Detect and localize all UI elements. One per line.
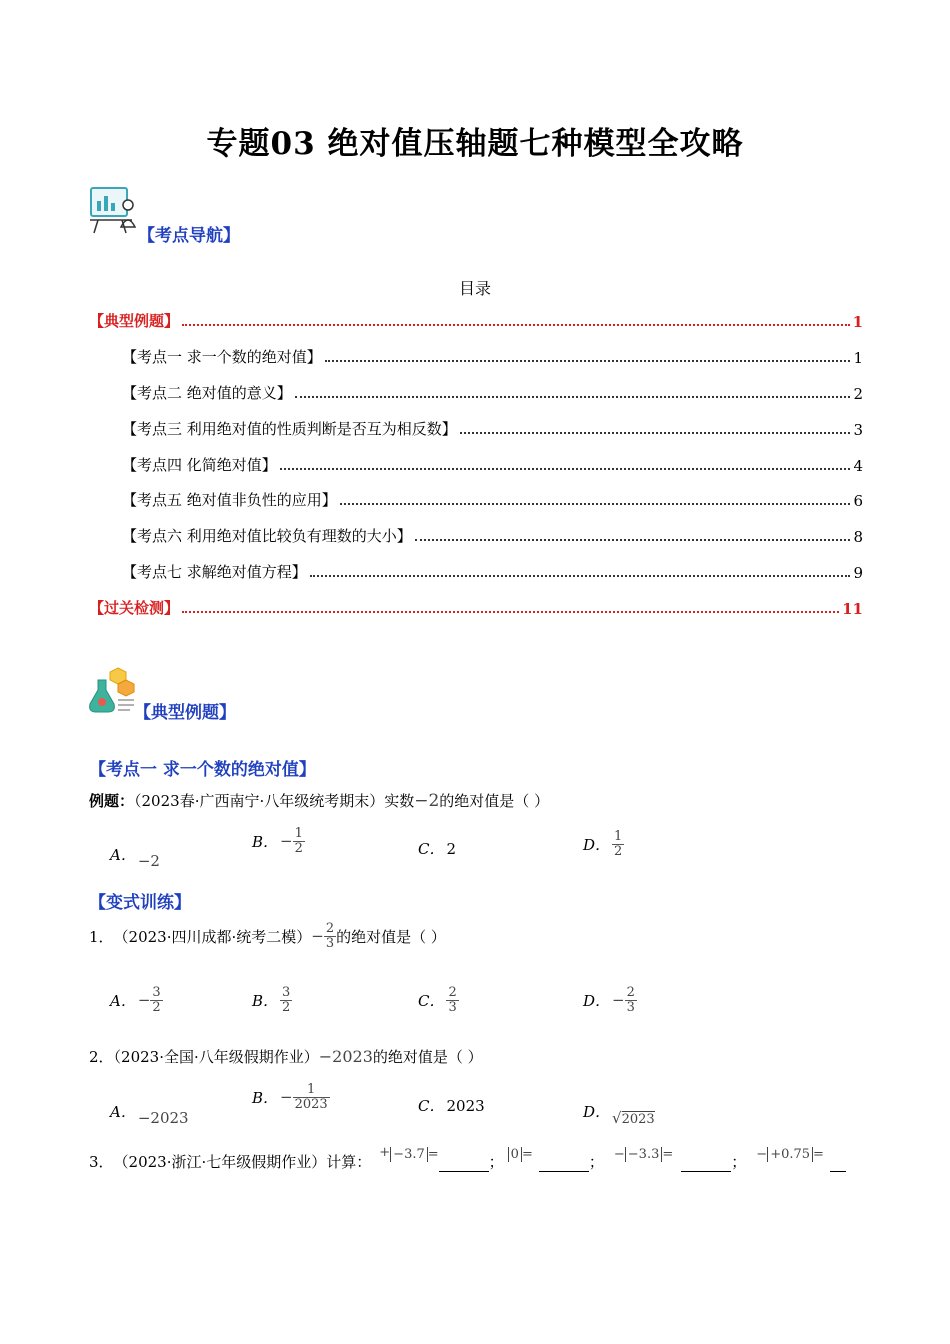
toc-row[interactable]	[89, 596, 863, 618]
q2-option-d[interactable]	[583, 1095, 655, 1127]
toc-row[interactable]	[89, 309, 863, 331]
fraction-denominator: 3	[325, 935, 335, 951]
option-letter: B．	[252, 1088, 279, 1107]
question-1	[89, 922, 446, 950]
toc-leader-dots	[415, 538, 851, 541]
toc-row-label: 【考点四 化简绝对值】	[122, 456, 277, 474]
toc-row-label: 【过关检测】	[89, 599, 180, 617]
expr-sign: −	[756, 1147, 768, 1162]
separator: ；	[588, 1153, 604, 1171]
expr-equals: =	[427, 1147, 439, 1162]
example-option-a[interactable]	[110, 838, 160, 870]
option-letter: C．	[418, 840, 445, 858]
toc-row-page: 6	[853, 492, 863, 510]
fraction-numerator: 2	[325, 921, 335, 936]
answer-blank-3[interactable]	[681, 1153, 731, 1172]
question-fraction	[324, 922, 336, 950]
example-option-c[interactable]	[418, 838, 456, 859]
question-source: （2023·浙江·七年级假期作业）计算：	[113, 1153, 372, 1171]
toc-row-page: 2	[853, 385, 863, 403]
toc-row-page: 3	[853, 421, 863, 439]
toc-row-page: 11	[842, 600, 863, 618]
example-question	[89, 790, 549, 811]
abs-value: +0.75	[767, 1147, 813, 1162]
expr-equals: =	[813, 1147, 824, 1162]
option-fraction	[625, 986, 637, 1014]
toc-row-page: 1	[853, 349, 863, 367]
toc-leader-dots	[182, 610, 839, 613]
toc-row-page: 9	[853, 564, 863, 582]
fraction-denominator: 2023	[294, 1096, 328, 1112]
option-value: 2023	[446, 1096, 485, 1115]
nav-heading: 【考点导航】	[138, 226, 240, 246]
toc-row-label: 【考点五 绝对值非负性的应用】	[122, 491, 337, 509]
question-source: （2023·全国·八年级假期作业）	[113, 1048, 319, 1066]
toc-row-label: 【考点二 绝对值的意义】	[122, 384, 292, 402]
fraction-denominator: 2	[294, 840, 303, 856]
option-sign: −	[137, 991, 151, 1010]
example-option-d[interactable]	[583, 830, 624, 858]
option-fraction	[293, 1083, 330, 1111]
q2-option-b[interactable]	[252, 1083, 330, 1111]
toc-leader-dots	[295, 395, 851, 398]
fraction-denominator: 2	[614, 843, 623, 859]
question-sign: −	[311, 927, 324, 946]
toc-row[interactable]	[122, 453, 863, 475]
sqrt-expression	[612, 1109, 655, 1127]
separator: ；	[731, 1153, 747, 1171]
toc-row[interactable]	[122, 345, 863, 367]
answer-blank-4[interactable]	[830, 1153, 846, 1172]
q1-option-b[interactable]	[252, 986, 292, 1014]
fraction-denominator: 2	[282, 999, 291, 1015]
option-value: −2	[137, 852, 160, 870]
question-number: 1．	[89, 927, 114, 946]
expr-sign: −	[613, 1147, 625, 1162]
q1-option-d[interactable]	[583, 986, 637, 1014]
question-3	[89, 1145, 846, 1172]
option-letter: D．	[583, 835, 611, 854]
fraction-denominator: 3	[626, 999, 635, 1015]
toc-leader-dots	[182, 323, 850, 326]
abs-value: −3.3	[625, 1147, 663, 1162]
q3-expr-4	[756, 1147, 846, 1172]
option-letter: D．	[583, 1102, 611, 1121]
option-letter: A．	[110, 991, 136, 1010]
option-letter: D．	[583, 991, 611, 1010]
option-letter: A．	[110, 1102, 136, 1121]
option-fraction	[293, 827, 305, 855]
expr-equals: =	[662, 1147, 674, 1162]
fraction-numerator: 1	[614, 829, 623, 844]
toc-row[interactable]	[122, 417, 863, 439]
q2-option-a[interactable]	[110, 1095, 189, 1127]
option-value: 2	[446, 839, 457, 858]
fraction-denominator: 2	[152, 999, 161, 1015]
fraction-numerator: 3	[152, 985, 161, 1000]
example-source: （2023春·广西南宁·八年级统考期末）实数	[134, 792, 415, 810]
example-option-b[interactable]	[252, 827, 305, 855]
toc-row[interactable]	[122, 381, 863, 403]
q3-expr-1	[379, 1145, 488, 1172]
option-fraction	[280, 986, 292, 1014]
q2-option-c[interactable]	[418, 1095, 485, 1116]
option-letter: B．	[252, 832, 279, 851]
toc-leader-dots	[310, 574, 851, 577]
toc-row-label: 【考点七 求解绝对值方程】	[122, 563, 307, 581]
toc-leader-dots	[460, 431, 851, 434]
question-tail: 的绝对值是（ ）	[336, 927, 446, 946]
toc-leader-dots	[325, 359, 851, 362]
separator: ；	[488, 1153, 504, 1171]
kp1-heading: 【考点一 求一个数的绝对值】	[89, 760, 316, 780]
abs-value: −3.7	[390, 1147, 428, 1162]
question-math: −2023	[318, 1047, 373, 1066]
toc-leader-dots	[280, 467, 851, 470]
option-letter: B．	[252, 991, 279, 1010]
option-value: 2023	[621, 1112, 655, 1127]
fraction-numerator: 1	[294, 826, 303, 841]
answer-blank-2[interactable]	[539, 1153, 589, 1172]
toc-row[interactable]	[122, 488, 863, 510]
question-source: （2023·四川成都·统考二模）	[113, 927, 312, 946]
variant-heading: 【变式训练】	[89, 893, 191, 913]
option-letter: C．	[418, 1097, 445, 1115]
answer-blank-1[interactable]	[439, 1153, 489, 1172]
toc-row-page: 8	[853, 528, 863, 546]
abs-value: 0	[508, 1147, 522, 1162]
example-math: −2	[414, 791, 440, 811]
toc-row[interactable]	[122, 560, 863, 582]
example-prefix: 例题：	[89, 792, 135, 810]
page-title: 专题03 绝对值压轴题七种模型全攻略	[206, 126, 744, 162]
fraction-denominator: 3	[448, 999, 457, 1015]
expr-sign: +	[379, 1145, 391, 1160]
toc-row[interactable]	[122, 524, 863, 546]
option-fraction	[446, 986, 458, 1014]
toc-row-label: 【考点三 利用绝对值的性质判断是否互为相反数】	[122, 420, 457, 438]
option-sign: −	[280, 1088, 293, 1107]
question-number: 2．	[89, 1048, 114, 1066]
q3-expr-2	[508, 1147, 589, 1172]
q1-option-a[interactable]	[110, 986, 163, 1014]
option-sign: −	[280, 832, 293, 851]
option-sign: −	[612, 991, 625, 1010]
example-tail: 的绝对值是（ ）	[439, 792, 550, 810]
question-2	[89, 1046, 483, 1067]
fraction-numerator: 1	[307, 1082, 316, 1097]
toc-row-label: 【典型例题】	[89, 312, 180, 330]
sqrt-icon: √	[612, 1109, 622, 1127]
fraction-numerator: 2	[626, 985, 635, 1000]
option-letter: C．	[418, 991, 445, 1010]
toc-row-label: 【考点六 利用绝对值比较负有理数的大小】	[122, 527, 412, 545]
toc-leader-dots	[340, 502, 851, 505]
q3-expr-3	[614, 1147, 731, 1172]
question-tail: 的绝对值是（ ）	[372, 1048, 483, 1066]
option-fraction	[612, 830, 624, 858]
question-number: 3．	[89, 1153, 114, 1171]
fraction-numerator: 3	[282, 985, 291, 1000]
flask-icon	[88, 666, 136, 716]
q1-option-c[interactable]	[418, 986, 459, 1014]
toc-row-label: 【考点一 求一个数的绝对值】	[122, 348, 322, 366]
presentation-icon	[88, 183, 138, 235]
toc-row-page: 1	[852, 313, 863, 331]
option-fraction	[150, 986, 162, 1014]
option-value: −2023	[137, 1109, 189, 1127]
option-letter: A．	[110, 845, 136, 864]
toc-row-page: 4	[853, 457, 863, 475]
expr-equals: =	[521, 1147, 533, 1162]
examples-heading: 【典型例题】	[134, 703, 236, 723]
toc-title: 目录	[458, 279, 491, 298]
fraction-numerator: 2	[448, 985, 457, 1000]
